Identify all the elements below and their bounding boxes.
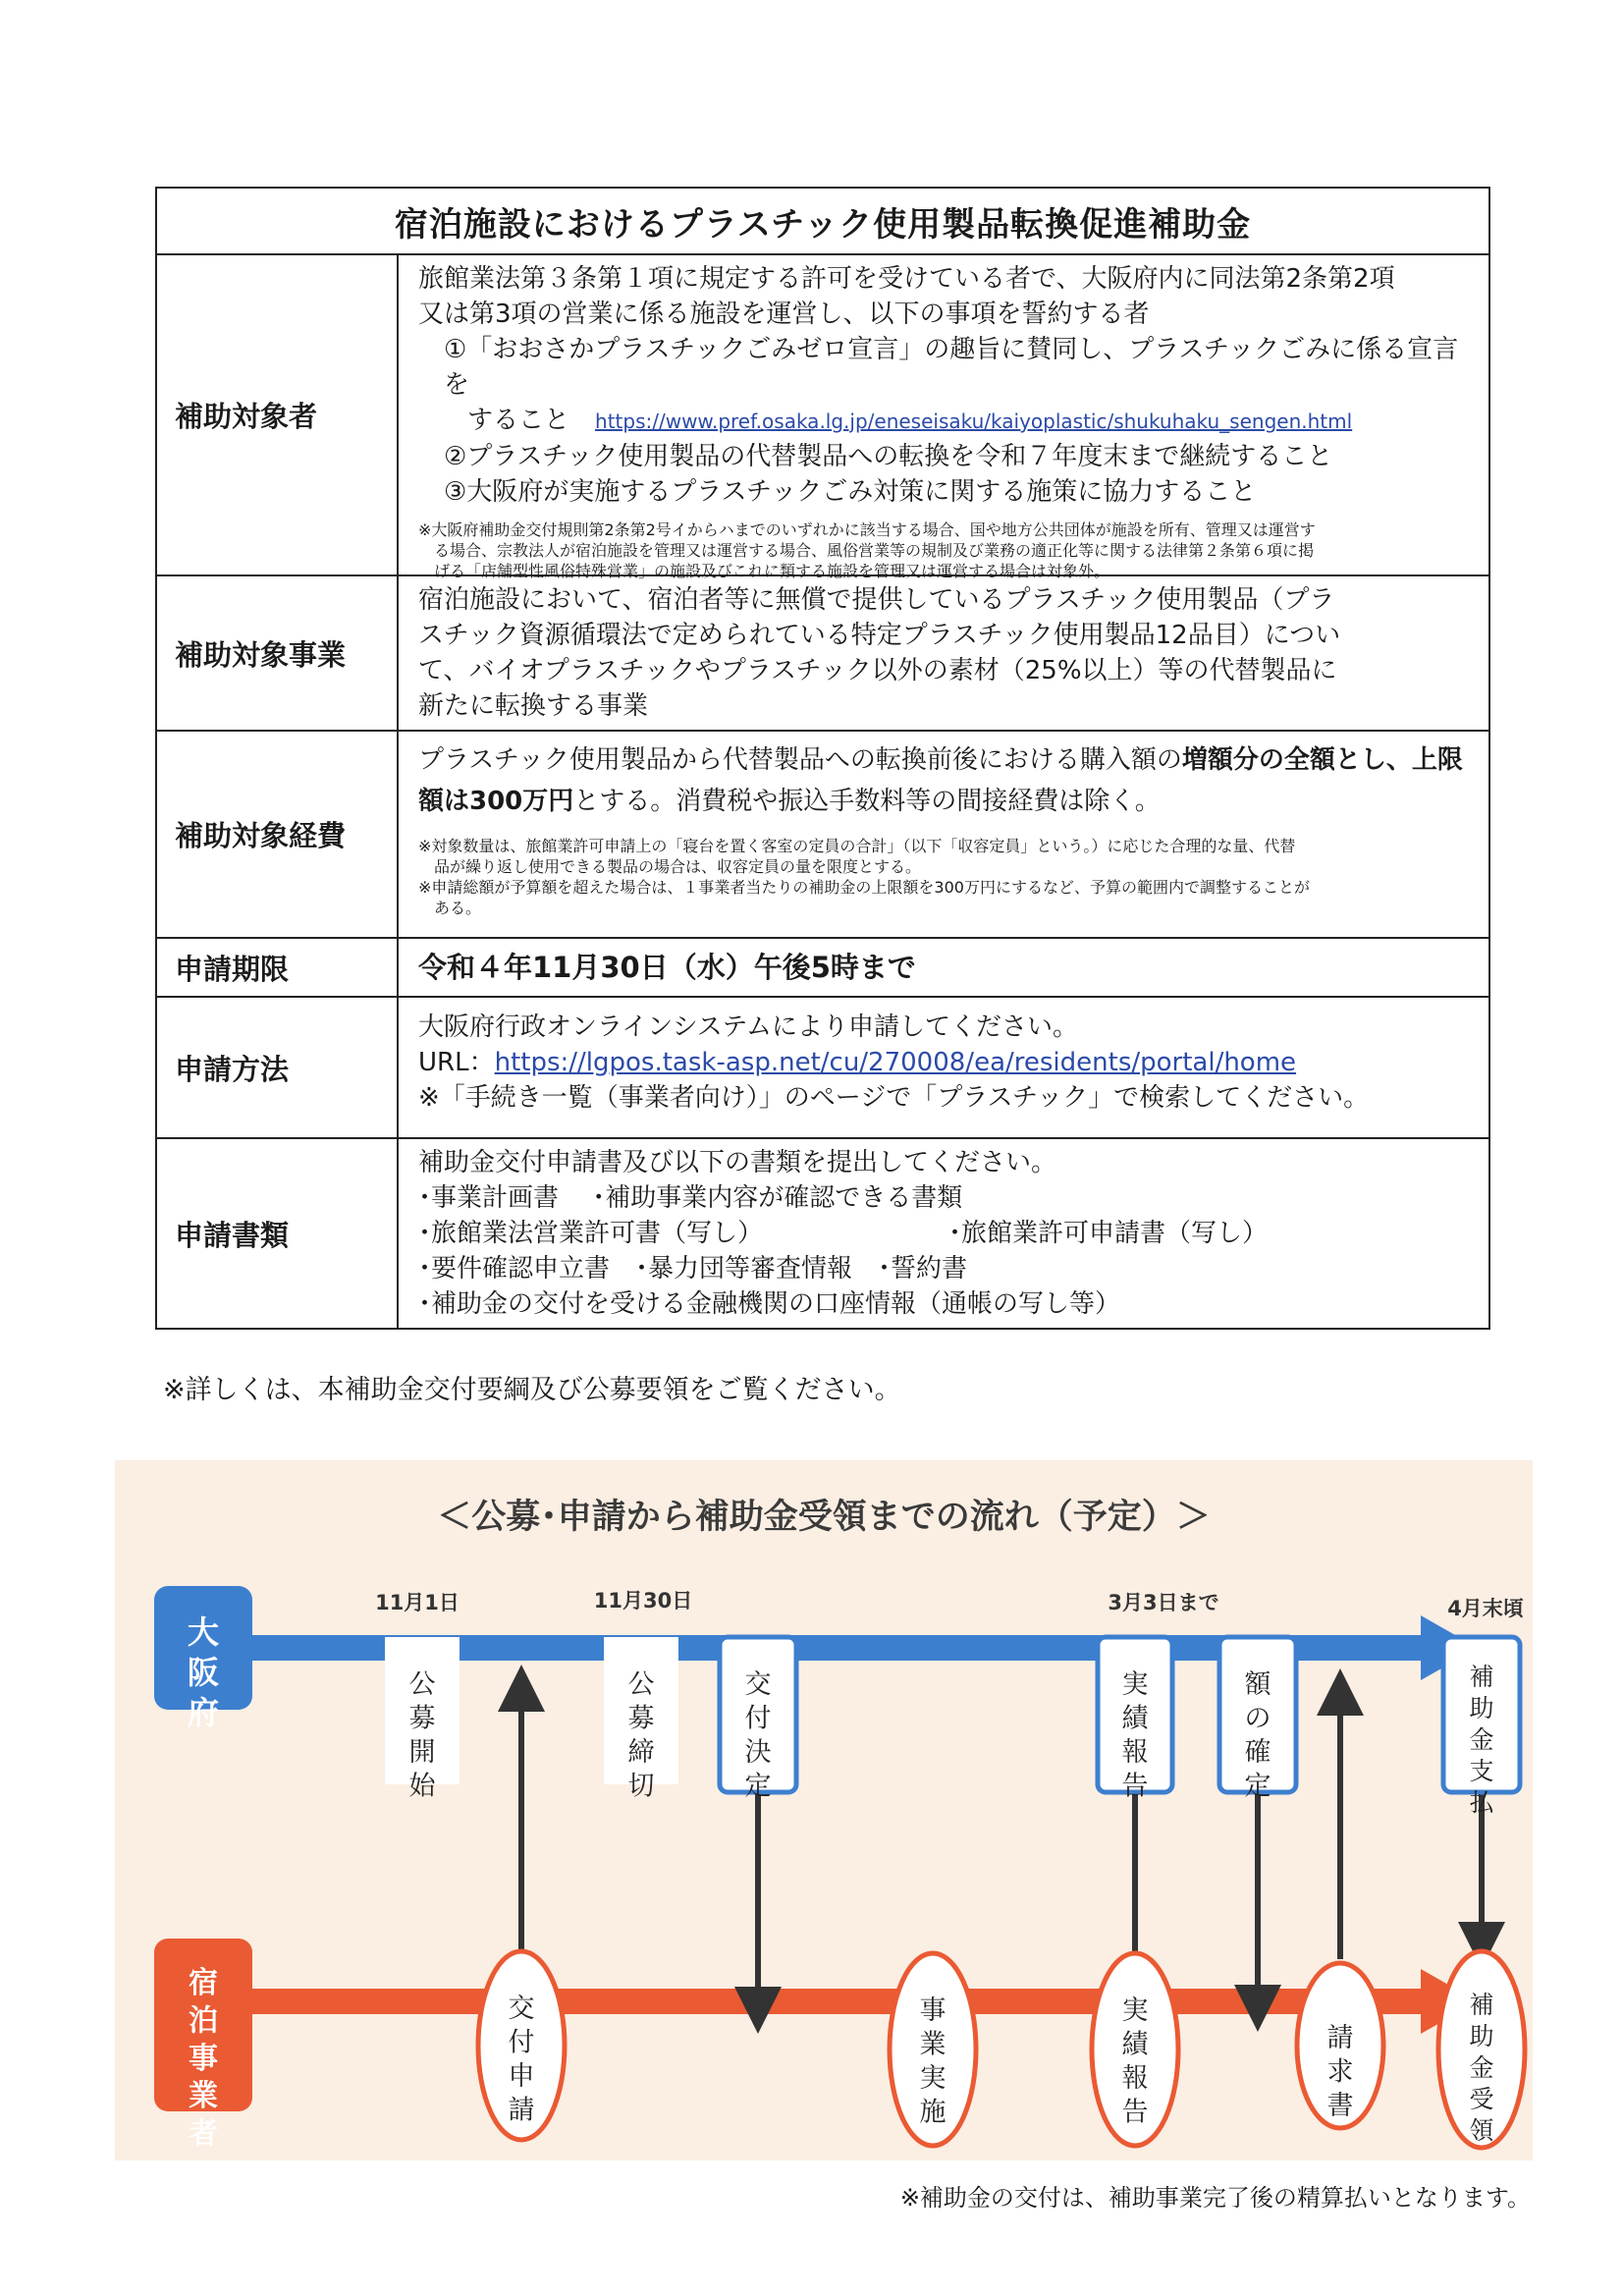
expense-l1a: プラスチック使用製品から代替製品への転換前後における購入額の [418, 745, 1182, 775]
step-koufu-kettei: 交付決定 [744, 1669, 772, 1802]
target-item3: ③大阪府が実施するプラスチックごみ対策に関する施策に協力すること [444, 477, 1257, 507]
label-method: 申請方法 [157, 998, 399, 1137]
project-line3: て、バイオプラスチックやプラスチック以外の素材（25%以上）等の代替製品に [418, 656, 1337, 685]
docs-item-grid [418, 1216, 1471, 1251]
row-expense [157, 730, 1488, 937]
step-jisseki-houkoku-op: 実績報告 [1121, 1995, 1149, 2128]
date-nov1: 11月1日 [375, 1591, 460, 1614]
deadline-value: 令和４年11月30日（水）午後5時まで [418, 951, 916, 984]
lane-osaka-label [188, 1613, 219, 1731]
flow-title: ＜公募･申請から補助金受領までの流れ（予定）＞ [437, 1498, 1211, 1537]
content-project [399, 576, 1488, 730]
expense-l1b: 増額分の全額とし、上限 [1181, 745, 1463, 775]
table-title: 宿泊施設におけるプラスチック使用製品転換促進補助金 [394, 204, 1252, 245]
expense-l2a: 額は300万円 [418, 787, 574, 816]
date-apr-end: 4月末頃 [1447, 1597, 1524, 1620]
expense-line2 [418, 781, 1471, 822]
docs-item4: ･要件確認申立書 ･暴力団等審査情報 ･誓約書 [418, 1254, 968, 1284]
method-url-link[interactable]: https://lgpos.task-asp.net/cu/270008/ea/residents/portal/home [494, 1048, 1297, 1077]
content-expense [399, 732, 1488, 937]
expense-note1: ※対象数量は、旅館業許可申請上の「寝台を置く客室の定員の合計」（以下「収容定員」という。）に応じた合理的な量、代替 [418, 837, 1296, 855]
docs-item2: ･旅館業法営業許可書（写し） [418, 1219, 764, 1248]
method-line1: 大阪府行政オンラインシステムにより申請してください。 [418, 1012, 1078, 1042]
target-item1: ①「おおさかプラスチックごみゼロ宣言」の趣旨に賛同し、プラスチックごみに係る宣言を [444, 335, 1459, 400]
lane-osaka-text: 大阪府 [187, 1613, 220, 1731]
step-gaku-kakutei: 額の確定 [1244, 1669, 1271, 1802]
osaka-lane-bar [186, 1635, 1499, 1661]
target-item2: ②プラスチック使用製品の代替製品への転換を令和７年度末まで継続すること [444, 442, 1333, 471]
payment-footnote: ※補助金の交付は、補助事業完了後の精算払いとなります。 [899, 2184, 1531, 2212]
label-expense: 補助対象経費 [157, 732, 399, 937]
expense-note2: ※申請総額が予算額を超えた場合は、１事業者当たりの補助金の上限額を300万円にするなど、予算の範囲内で調整することが [418, 878, 1310, 897]
target-item1b [418, 403, 1471, 439]
step-hojokin-shiharai: 補助金支払 [1469, 1663, 1494, 1817]
target-note [418, 519, 1471, 581]
label-target: 補助対象者 [157, 255, 399, 574]
row-deadline [157, 937, 1488, 996]
lane-operator-text: 宿泊事業者 [189, 1966, 218, 2152]
method-line3: ※「手続き一覧（事業者向け）」のページで「プラスチック」で検索してください。 [418, 1083, 1370, 1113]
expense-line1 [418, 739, 1471, 781]
expense-note1b: 品が繰り返し使用できる製品の場合は、収容定員の量を限度とする。 [434, 857, 922, 876]
date-mar3: 3月3日まで [1108, 1591, 1219, 1614]
project-line4: 新たに転換する事業 [418, 691, 649, 721]
docs-item3: ･旅館業許可申請書（写し） [948, 1219, 1269, 1248]
step-jisseki-houkoku: 実績報告 [1121, 1669, 1149, 1802]
label-docs: 申請書類 [157, 1139, 399, 1328]
docs-item1: ･事業計画書 ･補助事業内容が確認できる書類 [418, 1183, 963, 1213]
project-line1: 宿泊施設において、宿泊者等に無償で提供しているプラスチック使用製品（プラ [418, 585, 1335, 615]
subsidy-table [155, 187, 1490, 1330]
row-docs [157, 1137, 1488, 1328]
docs-item5: ･補助金の交付を受ける金融機関の口座情報（通帳の写し等） [418, 1289, 1121, 1319]
target-note1: ※大阪府補助金交付規則第2条第2号イからハまでのいずれかに該当する場合、国や地方公共団体が施設を所有、管理又は運営す [418, 520, 1316, 539]
flow-diagram [115, 1460, 1533, 2160]
details-footnote: ※詳しくは、本補助金交付要綱及び公募要領をご覧ください。 [163, 1375, 901, 1405]
target-item1b-text: すること [467, 406, 570, 435]
flow-svg [115, 1460, 1533, 2160]
row-method [157, 996, 1488, 1137]
step-koufu-shinsei: 交付申請 [508, 1994, 535, 2126]
step-seikyuusho: 請求書 [1326, 2023, 1354, 2122]
label-deadline: 申請期限 [157, 939, 399, 996]
step-koubo-shimekiri: 公募締切 [627, 1669, 655, 1802]
label-project: 補助対象事業 [157, 576, 399, 730]
row-project [157, 574, 1488, 730]
content-target [399, 255, 1488, 580]
step-jigyou-jisshi: 事業実施 [919, 1995, 947, 2128]
target-url-link[interactable]: https://www.pref.osaka.lg.jp/eneseisaku/kaiyoplastic/shukuhaku_sengen.html [595, 410, 1353, 433]
target-note3: げる「店舗型性風俗特殊営業」の施設及びこれに類する施設を管理又は運営する場合は対象外。 [434, 562, 1110, 580]
date-nov30: 11月30日 [593, 1589, 693, 1613]
target-line2: 又は第3項の営業に係る施設を運営し、以下の事項を誓約する者 [418, 300, 1150, 329]
project-line2: スチック資源循環法で定められている特定プラスチック使用製品12品目）につい [418, 621, 1341, 650]
expense-note2b: ある。 [434, 899, 482, 917]
lane-operator-label [189, 1966, 218, 2152]
content-docs [399, 1139, 1488, 1328]
method-url-prefix: URL： [418, 1048, 495, 1077]
step-koubo-kaishi: 公募開始 [408, 1669, 436, 1802]
expense-notes [418, 836, 1471, 918]
expense-l2b: とする。消費税や振込手数料等の間接経費は除く。 [573, 787, 1161, 816]
target-note2: る場合、宗教法人が宿泊施設を管理又は運営する場合、風俗営業等の規制及び業務の適正化等に関する法律第２条第６項に掲 [434, 541, 1315, 560]
step-hojokin-juryou: 補助金受領 [1469, 1991, 1494, 2145]
content-method [399, 998, 1488, 1137]
method-url-line [418, 1045, 1471, 1080]
row-target [157, 253, 1488, 580]
docs-intro: 補助金交付申請書及び以下の書類を提出してください。 [418, 1148, 1057, 1177]
target-line1: 旅館業法第３条第１項に規定する許可を受けている者で、大阪府内に同法第2条第2項 [418, 264, 1395, 294]
